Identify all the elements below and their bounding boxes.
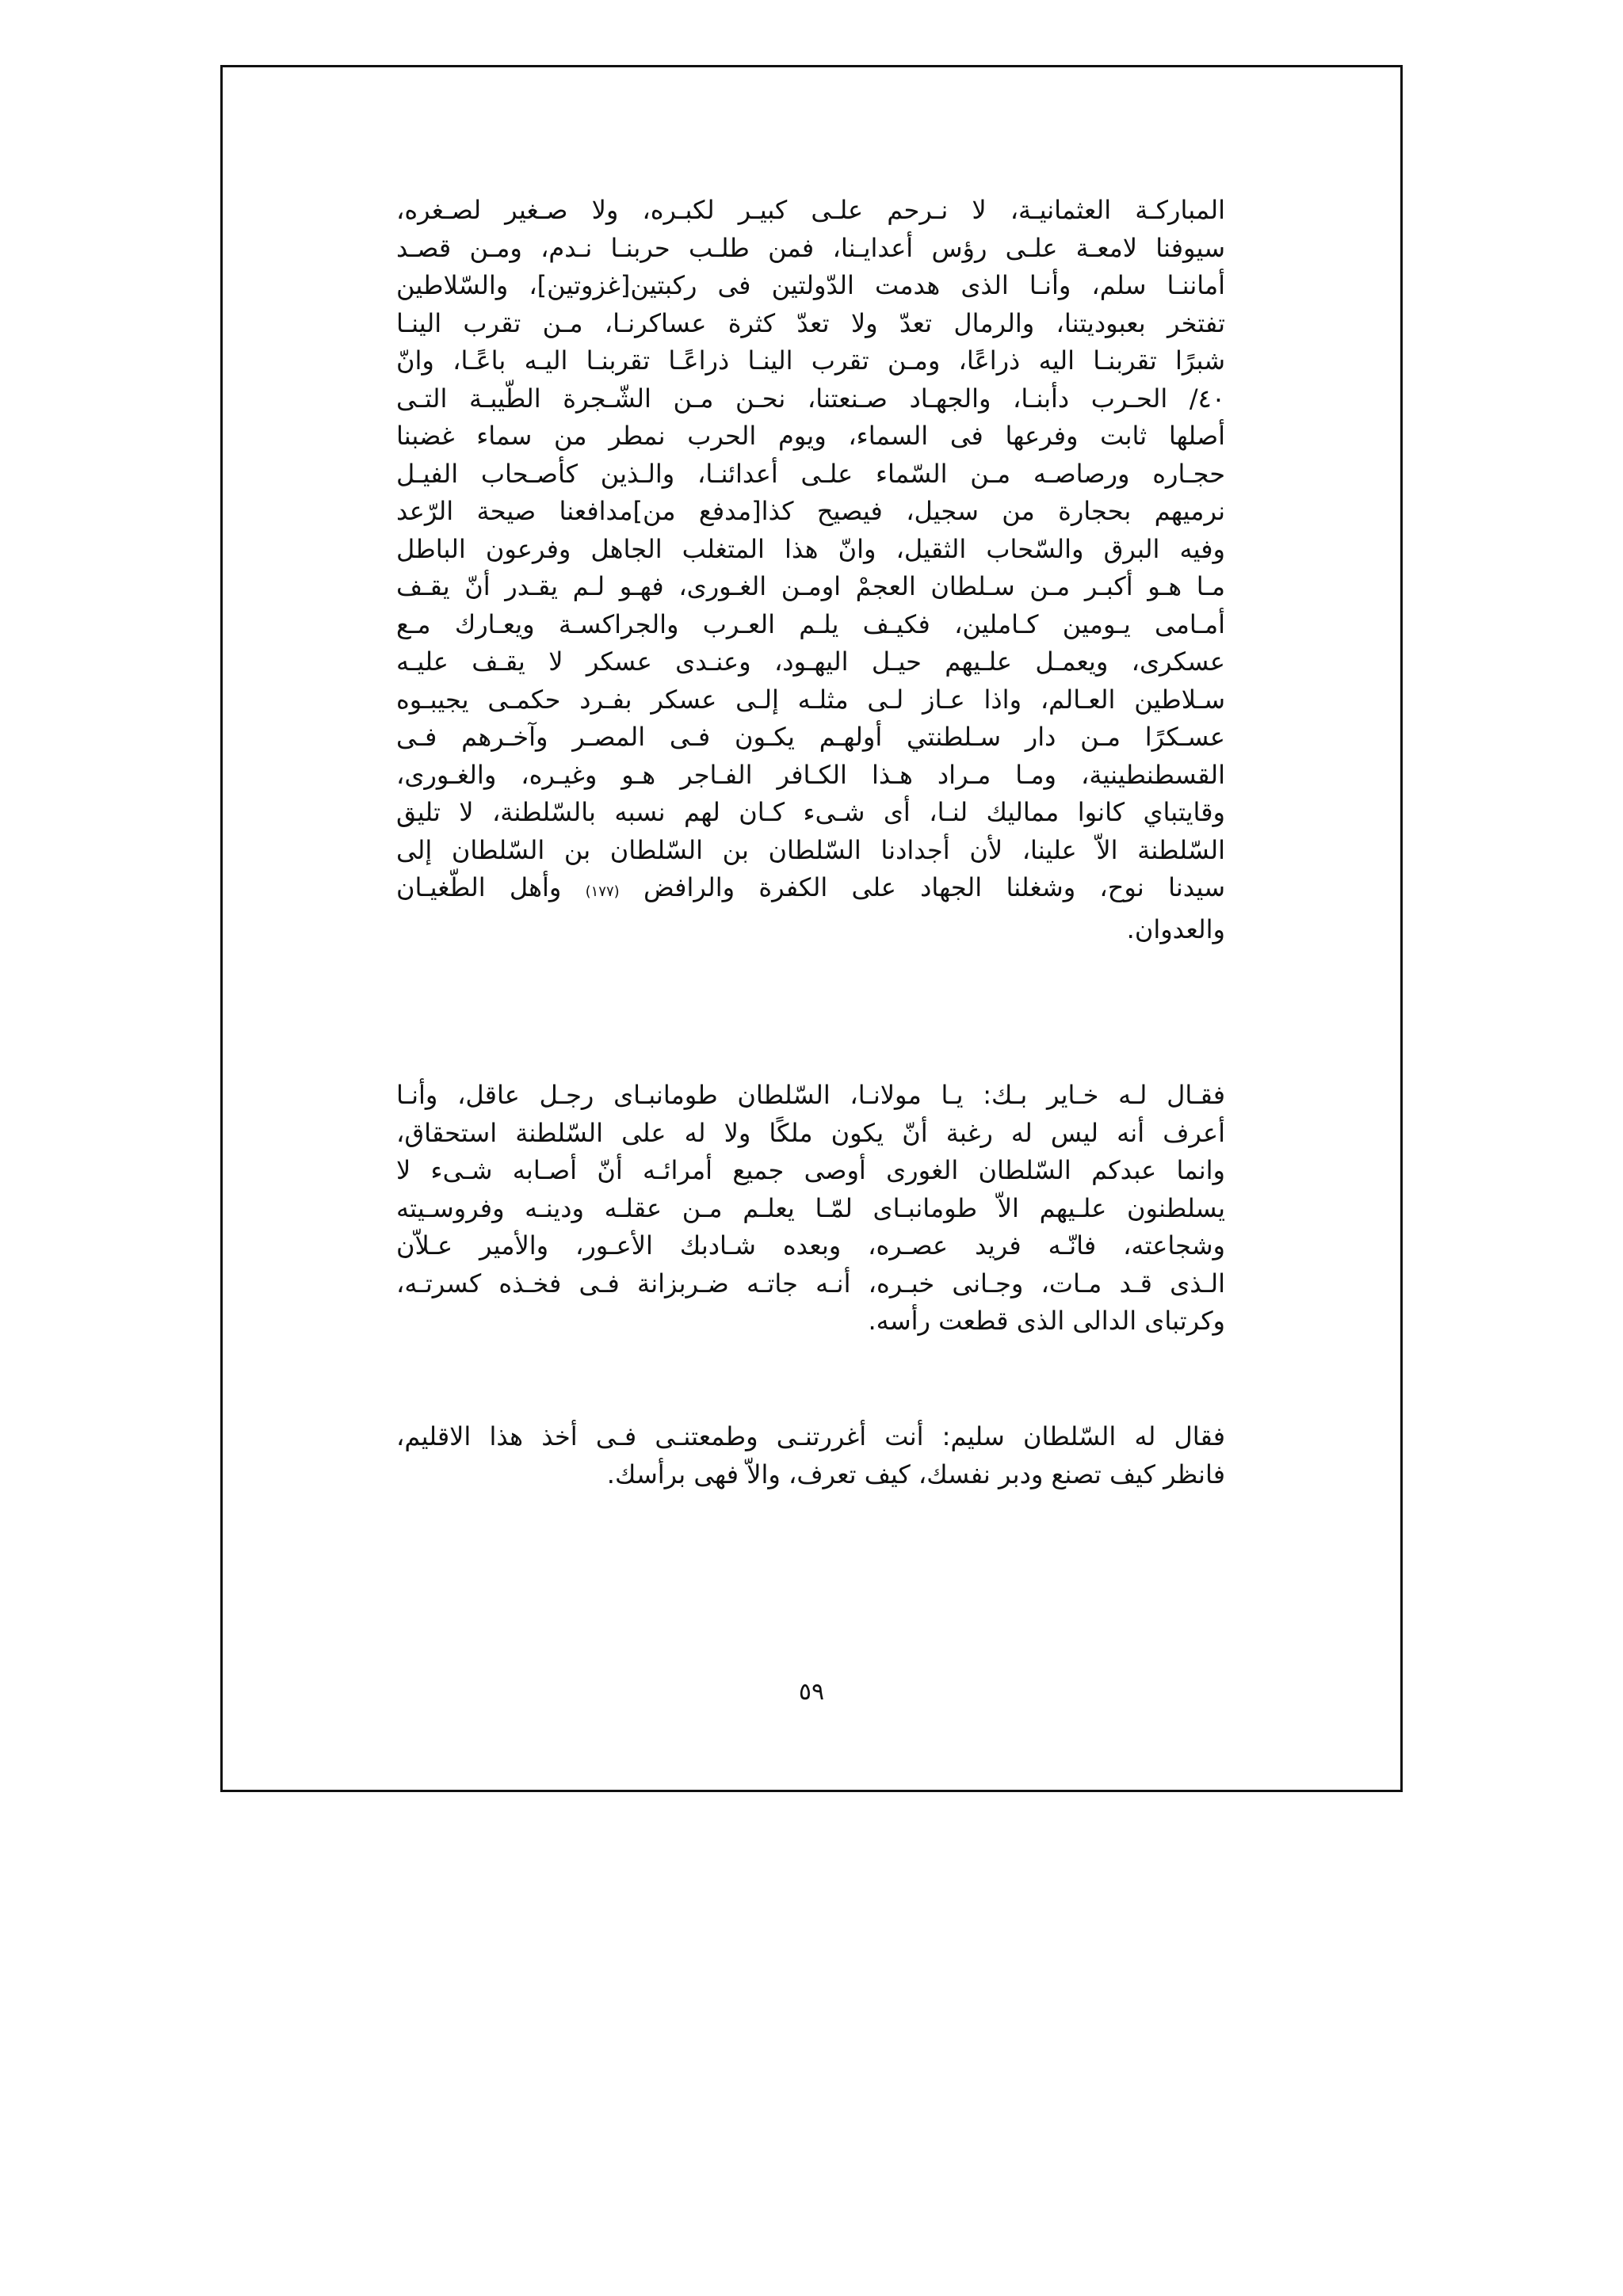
text-line: نرميهم بحجارة من سجيل، فيصيح كذا[مدفع من]مدافعنا صيحة الرّعد bbox=[396, 496, 1225, 526]
text-line-with-footnote bbox=[396, 869, 1225, 911]
text-line: وفيه البرق والسّحاب الثقيل، وانّ هذا المتغلب الجاهل وفرعون الباطل bbox=[396, 533, 1225, 564]
paragraph-1 bbox=[396, 192, 1225, 948]
text-line: ٤٠/ الحـرب دأبنـا، والجهـاد صـنعتنا، نحـن مـن الشّـجرة الطّيبـة التـى bbox=[396, 383, 1225, 414]
text-line: المباركـة العثمانيـة، لا نـرحم علـى كبيـر لكبـره، ولا صـغير لصـغره، bbox=[396, 195, 1225, 225]
footnote-reference: (١٧٧) bbox=[585, 883, 620, 900]
text-line: وانما عبدكم السّلطان الغورى أوصى جميع أمرائـه أنّ أصـابه شـىء لا bbox=[396, 1155, 1225, 1185]
text-line: شبرًا تقربنـا اليه ذراعًا، ومـن تقرب الينـا ذراعًـا تقربنـا اليـه باعًـا، وانّ bbox=[396, 345, 1225, 376]
text-line: عسـكرًا مـن دار سـلطنتي أولهـم يكـون فـى المصـر وآخـرهم فـى bbox=[396, 722, 1225, 752]
text-line: حجـاره ورصاصـه مـن السّماء علـى أعدائنـا، والـذين كأصـحاب الفيـل bbox=[396, 458, 1225, 489]
text-line: فقـال لـه خـاير بـك: يـا مولانـا، السّلطان طومانبـاى رجـل عاقل، وأنـا bbox=[396, 1080, 1225, 1110]
text-line: أمـامى يـومين كـاملين، فكيـف يلـم العـرب والجراكسـة ويعـارك مـع bbox=[396, 608, 1225, 639]
paragraph-2 bbox=[396, 1077, 1225, 1341]
text-line: سيوفنا لامعـة علـى رؤس أعدايـنا، فمن طلـب حربنـا نـدم، ومـن قصـد bbox=[396, 232, 1225, 263]
text-line: فانظر كيف تصنع ودبر نفسك، كيف تعرف، والاّ فهى برأسك. bbox=[606, 1459, 1225, 1489]
text-line: القسطنطينية، ومـا مـراد هـذا الكـافر الفـاجر هـو وغيـره، والغـورى، bbox=[396, 759, 1225, 790]
text-line: أعرف أنه ليس له رغبة أنّ يكون ملكًا ولا له على السّلطنة استحقاق، bbox=[396, 1117, 1225, 1148]
text-line: تفتخر بعبوديتنا، والرمال تعدّ ولا تعدّ كثرة عساكرنـا، مـن تقرب الينـا bbox=[396, 307, 1225, 338]
text-line: فقال له السّلطان سليم: أنت أغررتنـى وطمعتنـى فـى أخذ هذا الاقليم، bbox=[396, 1421, 1225, 1451]
text-line: مـا هـو أكبـر مـن سـلطان العجمْ اومـن الغـورى، فهـو لـم يقـدر أنّ يقـف bbox=[396, 571, 1225, 601]
text-segment: سيدنا نوح، وشغلنا الجهاد على الكفرة والرافض bbox=[643, 872, 1226, 902]
text-line: أماننـا سلم، وأنـا الذى هدمت الدّولتين فى ركبتين[غزوتين]، والسّلاطين bbox=[396, 270, 1225, 300]
text-line: السّلطنة الاّ علينا، لأن أجدادنا السّلطان بن السّلطان بن السّلطان إلى bbox=[396, 834, 1225, 865]
page-number: ٥٩ bbox=[798, 1678, 825, 1706]
text-line: عسكرى، ويعمـل علـيهم حيـل اليهـود، وعنـدى عسكر لا يقـف عليـه bbox=[396, 646, 1225, 677]
text-line: أصلها ثابت وفرعها فى السماء، ويوم الحرب نمطر من سماء غضبنا bbox=[396, 421, 1225, 451]
text-line: وقايتباي كانوا مماليك لنـا، أى شـىء كـان لهم نسبه بالسّلطنة، لا تليق bbox=[396, 797, 1225, 827]
text-line: سـلاطين العـالم، واذا عـاز لـى مثلـه إلـى عسكر بفـرد حكمـى يجيبـوه bbox=[396, 684, 1225, 715]
text-line: وشجاعته، فانّـه فريد عصـره، وبعده شـادبك الأعـور، والأمير عـلاّن bbox=[396, 1230, 1225, 1261]
text-line: يسلطنون علـيهم الاّ طومانبـاى لمّـا يعلـم مـن عقلـه ودينـه وفروسـيته bbox=[396, 1192, 1225, 1223]
text-line: والعدوان. bbox=[1126, 913, 1225, 944]
text-line: الـذى قـد مـات، وجـانى خبـره، أنـه جاتـه ضـربزانة فـى فخـذه كسرتـه، bbox=[396, 1268, 1225, 1299]
text-line: وكرتباى الدالى الذى قطعت رأسه. bbox=[868, 1306, 1225, 1336]
text-segment: وأهل الطّغيـان bbox=[396, 872, 562, 902]
paragraph-3 bbox=[396, 1418, 1225, 1493]
